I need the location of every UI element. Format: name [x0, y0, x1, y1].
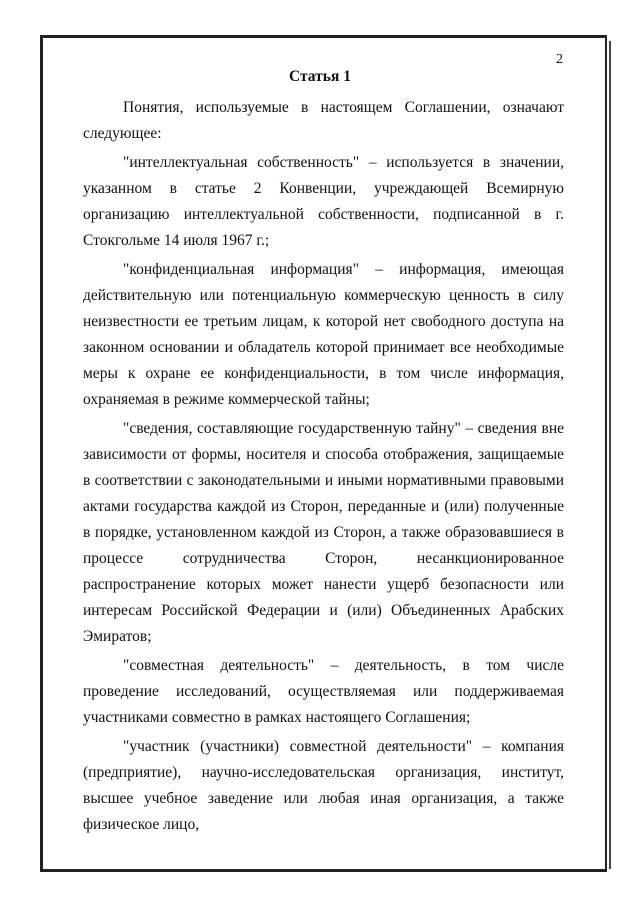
document-body	[83, 95, 564, 838]
paragraph-joint-activity: "совместная деятельность" – деятельность, в том числе проведение исследований, осуществляемая или поддерживаемая участниками совместно в рамках настоящего Соглашения;	[83, 657, 564, 726]
paragraph-intro: Понятия, используемые в настоящем Соглашении, означают следующее:	[83, 99, 564, 142]
page-number: 2	[556, 52, 563, 67]
paragraph-intellectual-property: "интеллектуальная собственность" – используется в значении, указанном в статье 2 Конвенции, учреждающей Всемирную организацию интеллектуальной собственности, подписанной в г. Стокгольме 14 июля 1967 г.;	[83, 154, 564, 249]
paragraph-state-secret: "сведения, составляющие государственную тайну" – сведения вне зависимости от формы, носителя и способа отображения, защищаемые в соответствии с законодательными и иными нормативными правовыми актами государства каждой из Сторон, переданные и (или) полученные в порядке, установленном каждой из Сторон, а также образовавшиеся в процессе сотрудничества Сторон, несанкционированное распространение которых может нанести ущерб безопасности или интересам Российской Федерации и (или) Объединенных Арабских Эмиратов;	[83, 420, 564, 645]
paragraph-joint-activity-participant: "участник (участники) совместной деятельности" – компания (предприятие), научно-исследовательская организация, институт, высшее учебное заведение или любая иная организация, а также физическое лицо,	[83, 738, 564, 833]
paragraph-confidential-information: "конфиденциальная информация" – информация, имеющая действительную или потенциальную коммерческую ценность в силу неизвестности ее третьим лицам, к которой нет свободного доступа на законном основании и обладатель которой принимает все необходимые меры к охране ее конфиденциальности, в том числе информация, охраняемая в режиме коммерческой тайны;	[83, 261, 564, 408]
article-heading: Статья 1	[289, 68, 351, 85]
